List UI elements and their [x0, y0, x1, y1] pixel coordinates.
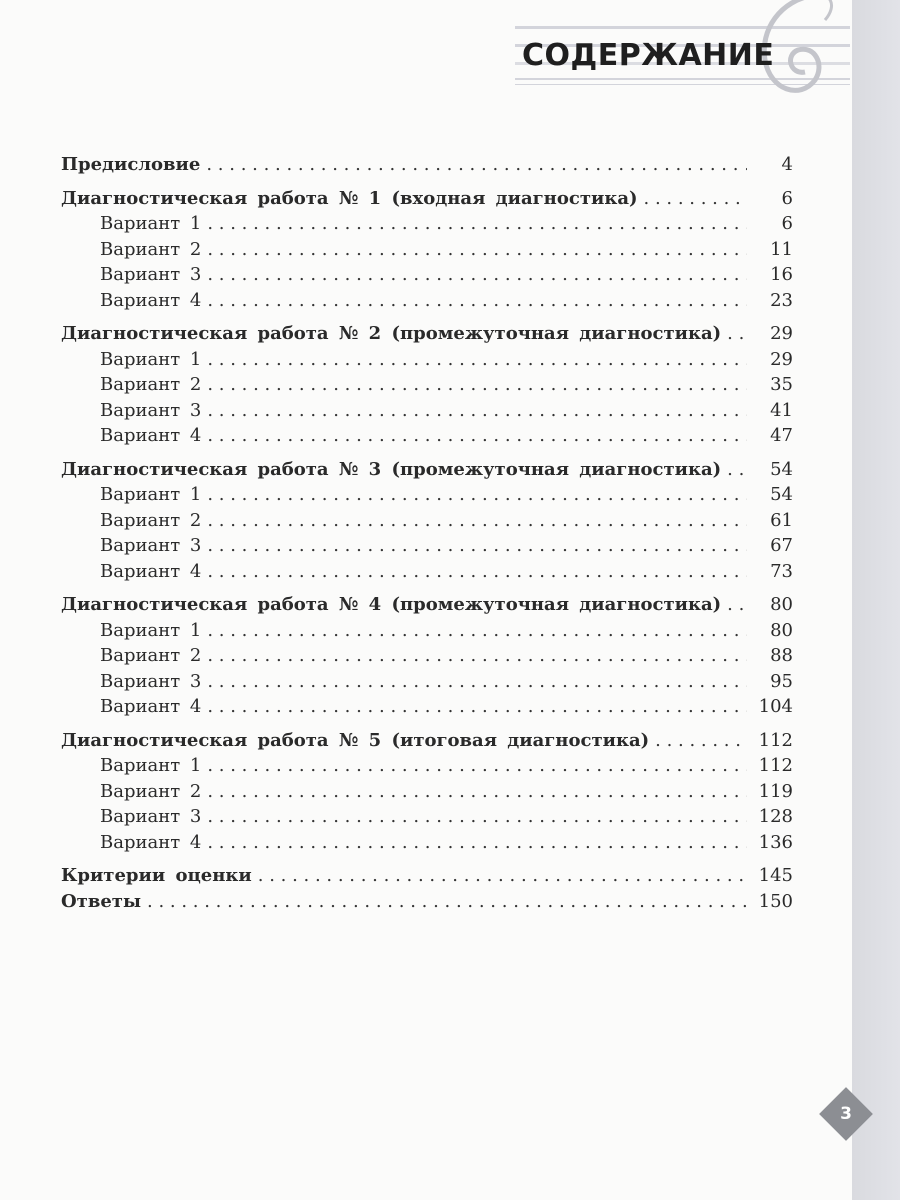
toc-page-number: 6	[781, 187, 793, 209]
toc-page-number: 88	[770, 645, 793, 666]
dot-leader	[207, 535, 747, 556]
toc-page-number: 61	[770, 509, 793, 531]
toc-entry-label: Вариант 4	[100, 831, 202, 853]
toc-entry[interactable]	[61, 891, 793, 917]
toc-subentry[interactable]	[61, 832, 793, 858]
toc-subentry[interactable]	[61, 561, 793, 587]
toc-subentry[interactable]	[61, 696, 793, 722]
toc-page-number: 16	[770, 264, 793, 285]
toc-page-number: 29	[770, 323, 793, 344]
toc-subentry[interactable]	[61, 510, 793, 536]
dot-leader	[258, 865, 747, 886]
toc-entry[interactable]	[61, 459, 793, 485]
toc-entry-label: Вариант 3	[100, 264, 202, 285]
dot-leader	[207, 561, 747, 582]
toc-page-number: 80	[770, 594, 793, 615]
toc-page-number: 54	[770, 458, 793, 480]
toc-subentry[interactable]	[61, 645, 793, 671]
dot-leader	[644, 188, 748, 209]
dot-leader	[655, 730, 747, 751]
toc-entry-label: Вариант 2	[100, 238, 202, 260]
toc-entry-label: Диагностическая работа № 1 (входная диагностика)	[61, 187, 638, 209]
dot-leader	[207, 239, 747, 260]
toc-page-number: 136	[758, 831, 793, 853]
toc-entry-label: Вариант 3	[100, 806, 202, 827]
toc-entry-label: Ответы	[61, 890, 141, 912]
toc-page-number: 95	[770, 670, 793, 692]
toc-subentry[interactable]	[61, 806, 793, 832]
toc-entry-label: Вариант 4	[100, 425, 202, 446]
toc-subentry[interactable]	[61, 374, 793, 400]
dot-leader	[207, 374, 747, 395]
toc-entry-label: Предисловие	[61, 154, 201, 175]
dot-leader	[207, 781, 747, 802]
toc-entry-label: Диагностическая работа № 2 (промежуточная диагностика)	[61, 323, 722, 344]
toc-entry-label: Вариант 2	[100, 509, 202, 531]
toc-entry-label: Критерии оценки	[61, 865, 252, 886]
toc-entry[interactable]	[61, 730, 793, 756]
toc-page-number: 112	[758, 755, 793, 776]
toc-page-number: 35	[770, 374, 793, 395]
toc-page-number: 80	[770, 619, 793, 641]
toc-entry[interactable]	[61, 154, 793, 180]
dot-leader	[207, 264, 747, 285]
page-number: 3	[840, 1104, 852, 1124]
page-edge-band	[852, 0, 900, 1200]
toc-page-number: 104	[758, 696, 793, 717]
toc-entry-label: Вариант 2	[100, 780, 202, 802]
dot-leader	[207, 832, 747, 853]
toc-subentry[interactable]	[61, 349, 793, 375]
toc-page-number: 11	[770, 238, 793, 260]
toc-subentry[interactable]	[61, 425, 793, 451]
dot-leader	[727, 323, 747, 344]
dot-leader	[207, 290, 747, 311]
toc-page-number: 41	[770, 399, 793, 421]
toc-entry-label: Вариант 1	[100, 213, 202, 234]
toc-page-number: 23	[770, 289, 793, 311]
dot-leader	[207, 806, 747, 827]
toc-subentry[interactable]	[61, 620, 793, 646]
toc-subentry[interactable]	[61, 781, 793, 807]
toc-subentry[interactable]	[61, 264, 793, 290]
toc-entry-label: Вариант 4	[100, 696, 202, 717]
dot-leader	[207, 400, 747, 421]
toc-subentry[interactable]	[61, 484, 793, 510]
toc-page-number: 145	[758, 865, 793, 886]
toc-page-number: 67	[770, 535, 793, 556]
toc-page-number: 6	[781, 213, 793, 234]
toc-subentry[interactable]	[61, 239, 793, 265]
dot-leader	[207, 696, 747, 717]
toc-page-number: 29	[770, 348, 793, 370]
toc-subentry[interactable]	[61, 213, 793, 239]
toc-entry-label: Вариант 3	[100, 399, 202, 421]
toc-page-number: 150	[758, 890, 793, 912]
dot-leader	[207, 425, 747, 446]
toc-entry-label: Диагностическая работа № 5 (итоговая диагностика)	[61, 729, 650, 751]
toc-entry[interactable]	[61, 323, 793, 349]
toc-page-number: 4	[781, 154, 793, 175]
toc-page-number: 54	[770, 484, 793, 505]
dot-leader	[147, 891, 747, 912]
toc-subentry[interactable]	[61, 290, 793, 316]
toc-entry-label: Диагностическая работа № 4 (промежуточная диагностика)	[61, 594, 722, 615]
toc-subentry[interactable]	[61, 535, 793, 561]
dot-leader	[207, 349, 747, 370]
toc-entry[interactable]	[61, 188, 793, 214]
dot-leader	[207, 510, 747, 531]
dot-leader	[207, 484, 747, 505]
table-of-contents	[61, 154, 793, 916]
toc-entry-label: Вариант 3	[100, 670, 202, 692]
toc-subentry[interactable]	[61, 755, 793, 781]
toc-subentry[interactable]	[61, 671, 793, 697]
toc-page-number: 112	[758, 729, 793, 751]
toc-entry-label: Вариант 4	[100, 560, 202, 582]
dot-leader	[207, 671, 747, 692]
dot-leader	[207, 213, 747, 234]
toc-entry-label: Вариант 4	[100, 289, 202, 311]
toc-entry-label: Вариант 1	[100, 348, 202, 370]
dot-leader	[727, 459, 747, 480]
toc-subentry[interactable]	[61, 400, 793, 426]
toc-entry-label: Диагностическая работа № 3 (промежуточная диагностика)	[61, 458, 722, 480]
toc-page-number: 47	[770, 425, 793, 446]
toc-entry[interactable]	[61, 594, 793, 620]
toc-entry-label: Вариант 3	[100, 535, 202, 556]
dot-leader	[207, 620, 747, 641]
page-title: СОДЕРЖАНИЕ	[522, 38, 775, 73]
dot-leader	[206, 154, 747, 175]
toc-page-number: 119	[758, 780, 793, 802]
dot-leader	[207, 755, 747, 776]
toc-entry-label: Вариант 2	[100, 645, 202, 666]
toc-page-number: 73	[770, 560, 793, 582]
toc-entry-label: Вариант 1	[100, 484, 202, 505]
toc-entry-label: Вариант 2	[100, 374, 202, 395]
dot-leader	[727, 594, 747, 615]
dot-leader	[207, 645, 747, 666]
toc-entry-label: Вариант 1	[100, 755, 202, 776]
toc-entry[interactable]	[61, 865, 793, 891]
toc-page-number: 128	[758, 806, 793, 827]
toc-entry-label: Вариант 1	[100, 619, 202, 641]
